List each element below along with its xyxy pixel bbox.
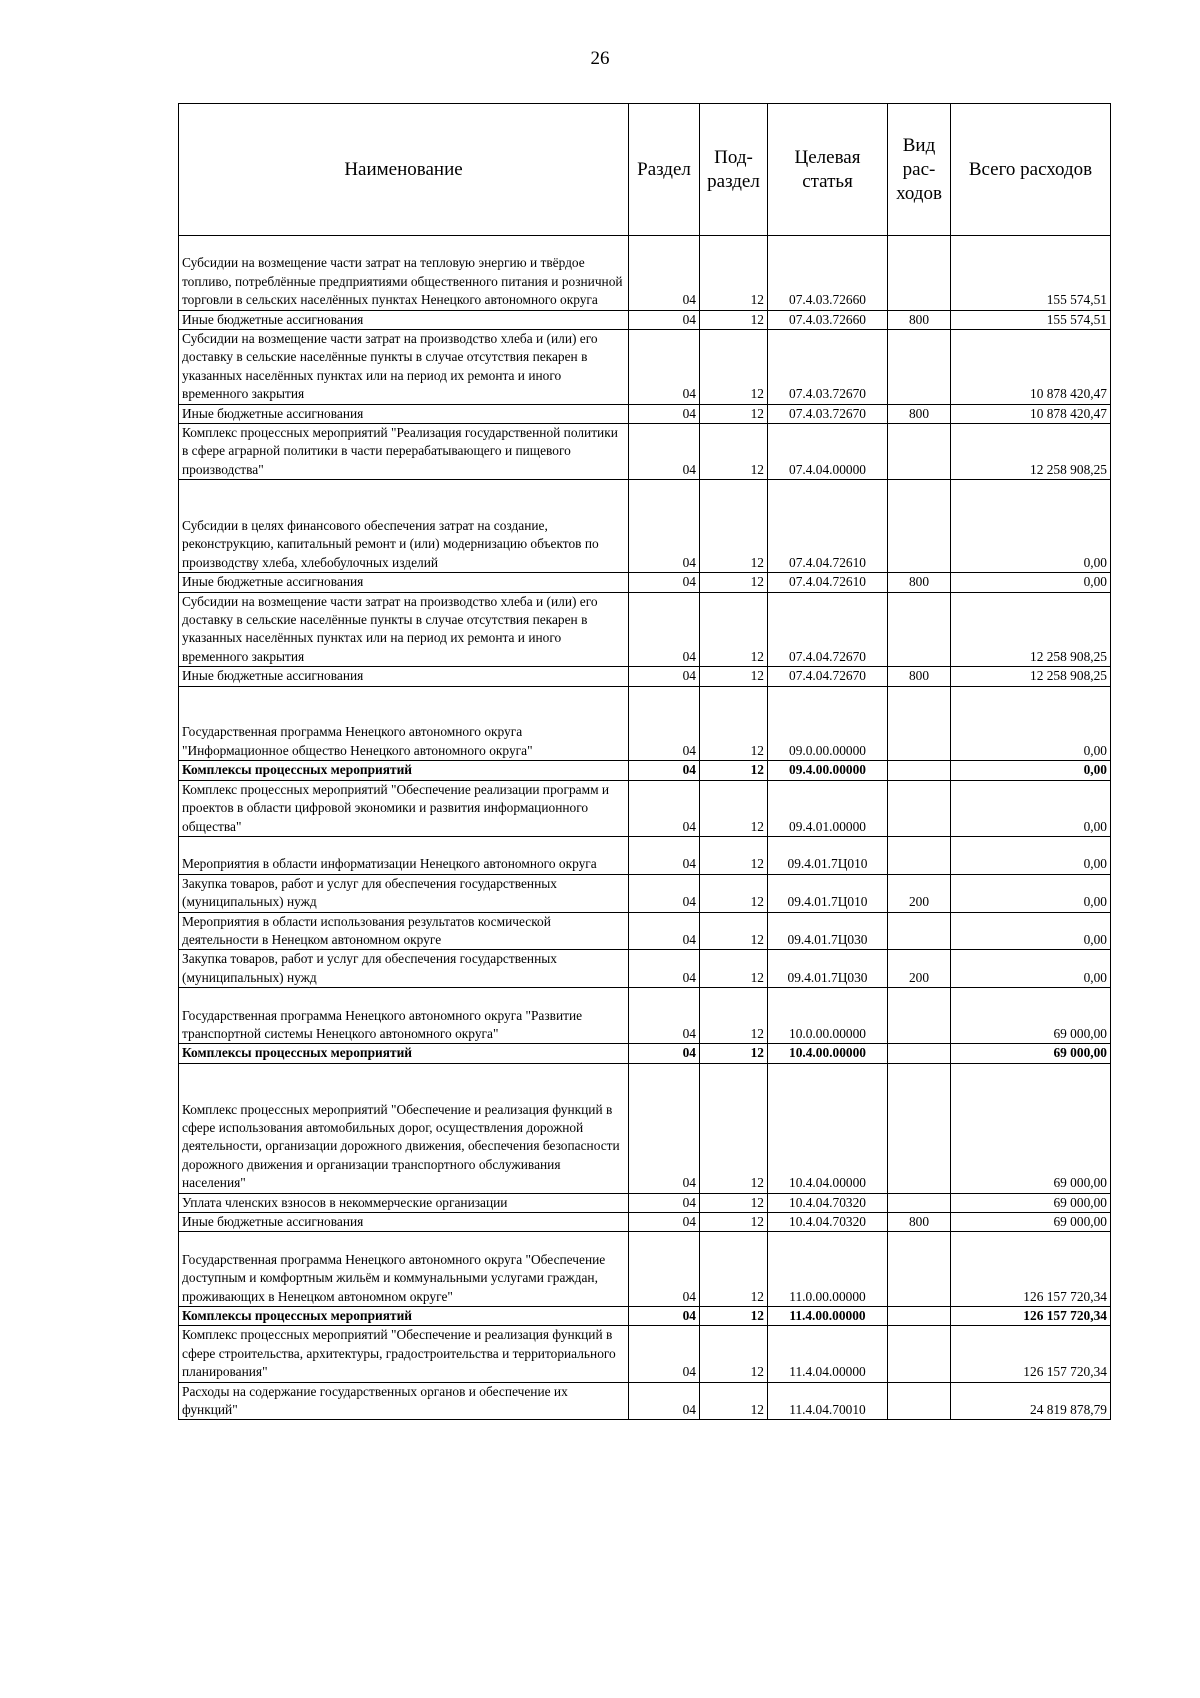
- cell-kind: [888, 424, 951, 480]
- cell-kind: [888, 912, 951, 950]
- cell-target: 09.0.00.00000: [768, 686, 888, 761]
- cell-subsection: 12: [700, 780, 768, 836]
- cell-target: 07.4.03.72670: [768, 404, 888, 423]
- cell-target: 09.4.01.00000: [768, 780, 888, 836]
- table-row: [179, 761, 1111, 780]
- cell-target: 10.4.04.70320: [768, 1193, 888, 1212]
- cell-section: 04: [629, 1326, 700, 1382]
- cell-target: 11.0.00.00000: [768, 1232, 888, 1307]
- table-row: [179, 1306, 1111, 1325]
- cell-target: 09.4.01.7Ц030: [768, 950, 888, 988]
- cell-kind: [888, 1232, 951, 1307]
- cell-subsection: 12: [700, 424, 768, 480]
- cell-total: 69 000,00: [951, 1212, 1111, 1231]
- cell-kind: [888, 761, 951, 780]
- cell-target: 07.4.03.72660: [768, 310, 888, 329]
- table-row: [179, 573, 1111, 592]
- cell-name: Мероприятия в области информатизации Ненецкого автономного округа: [179, 836, 629, 874]
- cell-section: 04: [629, 686, 700, 761]
- cell-name: Иные бюджетные ассигнования: [179, 667, 629, 686]
- cell-total: 10 878 420,47: [951, 404, 1111, 423]
- cell-subsection: 12: [700, 592, 768, 667]
- cell-target: 07.4.04.00000: [768, 424, 888, 480]
- cell-total: 0,00: [951, 780, 1111, 836]
- page-number: 26: [590, 48, 610, 69]
- cell-name: Субсидии в целях финансового обеспечения затрат на создание, реконструкцию, капитальный ремонт и (или) модернизацию объектов по производству хлеба, хлебобулочных изделий: [179, 480, 629, 573]
- cell-section: 04: [629, 236, 700, 311]
- cell-kind: 800: [888, 667, 951, 686]
- cell-name: Субсидии на возмещение части затрат на производство хлеба и (или) его доставку в сельские населённые пункты в случае отсутствия пекарен в указанных населённых пунктах или на период их ремонта и иного временного закрытия: [179, 592, 629, 667]
- cell-target: 11.4.00.00000: [768, 1306, 888, 1325]
- cell-section: 04: [629, 1044, 700, 1063]
- cell-subsection: 12: [700, 330, 768, 405]
- cell-subsection: 12: [700, 1326, 768, 1382]
- table-row: [179, 1063, 1111, 1193]
- cell-total: 69 000,00: [951, 1063, 1111, 1193]
- cell-total: 0,00: [951, 874, 1111, 912]
- cell-subsection: 12: [700, 988, 768, 1044]
- table-row: [179, 330, 1111, 405]
- cell-subsection: 12: [700, 1232, 768, 1307]
- table-row: [179, 1044, 1111, 1063]
- cell-section: 04: [629, 1382, 700, 1420]
- cell-total: 0,00: [951, 912, 1111, 950]
- cell-section: 04: [629, 480, 700, 573]
- cell-name: Комплекс процессных мероприятий "Реализация государственной политики в сфере аграрной политики в части перерабатывающего и пищевого производства": [179, 424, 629, 480]
- cell-kind: [888, 836, 951, 874]
- cell-total: 0,00: [951, 686, 1111, 761]
- cell-total: 126 157 720,34: [951, 1232, 1111, 1307]
- table-row: [179, 780, 1111, 836]
- cell-kind: [888, 780, 951, 836]
- cell-section: 04: [629, 1063, 700, 1193]
- cell-name: Государственная программа Ненецкого автономного округа "Информационное общество Ненецкого автономного округа": [179, 686, 629, 761]
- cell-name: Комплекс процессных мероприятий "Обеспечение и реализация функций в сфере использования автомобильных дорог, осуществления дорожной деятельности, организации дорожного движения, обеспечения безопасности дорожного движения и организации транспортного обслуживания населения": [179, 1063, 629, 1193]
- cell-kind: 200: [888, 950, 951, 988]
- table-row: [179, 310, 1111, 329]
- table-row: [179, 950, 1111, 988]
- table-row: [179, 592, 1111, 667]
- table-row: [179, 1212, 1111, 1231]
- cell-name: Иные бюджетные ассигнования: [179, 1212, 629, 1231]
- cell-name: Субсидии на возмещение части затрат на производство хлеба и (или) его доставку в сельские населённые пункты в случае отсутствия пекарен в указанных населённых пунктах или на период их ремонта и иного временного закрытия: [179, 330, 629, 405]
- cell-subsection: 12: [700, 667, 768, 686]
- cell-subsection: 12: [700, 1063, 768, 1193]
- budget-table: [178, 103, 1111, 1420]
- cell-target: 07.4.04.72610: [768, 480, 888, 573]
- cell-subsection: 12: [700, 912, 768, 950]
- cell-kind: 800: [888, 404, 951, 423]
- cell-section: 04: [629, 761, 700, 780]
- cell-total: 0,00: [951, 761, 1111, 780]
- cell-name: Комплекс процессных мероприятий "Обеспечение реализации программ и проектов в области цифровой экономики и развития информационного общества": [179, 780, 629, 836]
- cell-subsection: 12: [700, 836, 768, 874]
- cell-subsection: 12: [700, 236, 768, 311]
- cell-subsection: 12: [700, 310, 768, 329]
- table-row: [179, 667, 1111, 686]
- cell-target: 10.0.00.00000: [768, 988, 888, 1044]
- cell-name: Комплексы процессных мероприятий: [179, 1306, 629, 1325]
- cell-section: 04: [629, 1232, 700, 1307]
- cell-section: 04: [629, 310, 700, 329]
- cell-total: 12 258 908,25: [951, 592, 1111, 667]
- cell-target: 09.4.01.7Ц030: [768, 912, 888, 950]
- cell-name: Иные бюджетные ассигнования: [179, 573, 629, 592]
- header-name: Наименование: [179, 104, 629, 236]
- cell-name: Комплексы процессных мероприятий: [179, 1044, 629, 1063]
- table-row: [179, 686, 1111, 761]
- cell-subsection: 12: [700, 1306, 768, 1325]
- table-row: [179, 1232, 1111, 1307]
- table-row: [179, 236, 1111, 311]
- cell-name: Субсидии на возмещение части затрат на тепловую энергию и твёрдое топливо, потреблённые предприятиями общественного питания и розничной торговли в сельских населённых пунктах Ненецкого автономного округа: [179, 236, 629, 311]
- cell-kind: 200: [888, 874, 951, 912]
- cell-kind: 800: [888, 1212, 951, 1231]
- cell-kind: [888, 1193, 951, 1212]
- cell-target: 09.4.01.7Ц010: [768, 836, 888, 874]
- cell-total: 126 157 720,34: [951, 1326, 1111, 1382]
- table-row: [179, 1382, 1111, 1420]
- cell-section: 04: [629, 836, 700, 874]
- cell-section: 04: [629, 330, 700, 405]
- cell-name: Комплекс процессных мероприятий "Обеспечение и реализация функций в сфере строительства, архитектуры, градостроительства и территориального планирования": [179, 1326, 629, 1382]
- header-section: Раздел: [629, 104, 700, 236]
- cell-total: 10 878 420,47: [951, 330, 1111, 405]
- cell-name: Закупка товаров, работ и услуг для обеспечения государственных (муниципальных) нужд: [179, 874, 629, 912]
- cell-section: 04: [629, 780, 700, 836]
- cell-kind: [888, 480, 951, 573]
- cell-kind: 800: [888, 573, 951, 592]
- cell-section: 04: [629, 424, 700, 480]
- cell-target: 07.4.04.72670: [768, 592, 888, 667]
- cell-total: 155 574,51: [951, 236, 1111, 311]
- table-row: [179, 424, 1111, 480]
- cell-kind: [888, 686, 951, 761]
- cell-kind: [888, 1063, 951, 1193]
- cell-section: 04: [629, 667, 700, 686]
- cell-total: 69 000,00: [951, 988, 1111, 1044]
- cell-kind: [888, 1326, 951, 1382]
- cell-subsection: 12: [700, 404, 768, 423]
- cell-kind: [888, 1382, 951, 1420]
- cell-name: Государственная программа Ненецкого автономного округа "Развитие транспортной системы Ненецкого автономного округа": [179, 988, 629, 1044]
- cell-total: 126 157 720,34: [951, 1306, 1111, 1325]
- cell-subsection: 12: [700, 950, 768, 988]
- cell-subsection: 12: [700, 686, 768, 761]
- cell-section: 04: [629, 950, 700, 988]
- cell-target: 11.4.04.00000: [768, 1326, 888, 1382]
- cell-target: 09.4.00.00000: [768, 761, 888, 780]
- cell-target: 07.4.03.72670: [768, 330, 888, 405]
- cell-target: 07.4.04.72610: [768, 573, 888, 592]
- cell-target: 09.4.01.7Ц010: [768, 874, 888, 912]
- table-row: [179, 480, 1111, 573]
- cell-total: 0,00: [951, 573, 1111, 592]
- cell-total: 0,00: [951, 836, 1111, 874]
- cell-section: 04: [629, 1212, 700, 1231]
- table-body: [179, 236, 1111, 1420]
- cell-kind: [888, 1306, 951, 1325]
- cell-total: 0,00: [951, 480, 1111, 573]
- header-target: Целевая статья: [768, 104, 888, 236]
- cell-section: 04: [629, 573, 700, 592]
- cell-subsection: 12: [700, 1044, 768, 1063]
- cell-section: 04: [629, 874, 700, 912]
- header-total: Всего расходов: [951, 104, 1111, 236]
- cell-name: Расходы на содержание государственных органов и обеспечение их функций": [179, 1382, 629, 1420]
- cell-section: 04: [629, 988, 700, 1044]
- table-row: [179, 874, 1111, 912]
- cell-kind: [888, 236, 951, 311]
- cell-total: 0,00: [951, 950, 1111, 988]
- cell-target: 10.4.04.00000: [768, 1063, 888, 1193]
- cell-kind: [888, 1044, 951, 1063]
- table-row: [179, 836, 1111, 874]
- cell-kind: [888, 988, 951, 1044]
- cell-total: 24 819 878,79: [951, 1382, 1111, 1420]
- cell-subsection: 12: [700, 480, 768, 573]
- table-row: [179, 1326, 1111, 1382]
- cell-target: 07.4.03.72660: [768, 236, 888, 311]
- cell-total: 12 258 908,25: [951, 424, 1111, 480]
- cell-name: Уплата членских взносов в некоммерческие организации: [179, 1193, 629, 1212]
- cell-subsection: 12: [700, 874, 768, 912]
- cell-target: 10.4.04.70320: [768, 1212, 888, 1231]
- cell-total: 12 258 908,25: [951, 667, 1111, 686]
- header-subsection: Под- раздел: [700, 104, 768, 236]
- cell-kind: [888, 592, 951, 667]
- table-row: [179, 404, 1111, 423]
- cell-section: 04: [629, 912, 700, 950]
- cell-section: 04: [629, 1193, 700, 1212]
- table-row: [179, 1193, 1111, 1212]
- cell-subsection: 12: [700, 1382, 768, 1420]
- cell-subsection: 12: [700, 573, 768, 592]
- cell-total: 69 000,00: [951, 1044, 1111, 1063]
- cell-subsection: 12: [700, 1212, 768, 1231]
- cell-name: Комплексы процессных мероприятий: [179, 761, 629, 780]
- cell-subsection: 12: [700, 1193, 768, 1212]
- cell-name: Закупка товаров, работ и услуг для обеспечения государственных (муниципальных) нужд: [179, 950, 629, 988]
- cell-total: 155 574,51: [951, 310, 1111, 329]
- cell-target: 07.4.04.72670: [768, 667, 888, 686]
- cell-section: 04: [629, 1306, 700, 1325]
- cell-section: 04: [629, 404, 700, 423]
- cell-target: 10.4.00.00000: [768, 1044, 888, 1063]
- table-row: [179, 988, 1111, 1044]
- cell-name: Государственная программа Ненецкого автономного округа "Обеспечение доступным и комфортным жильём и коммунальными услугами граждан, проживающих в Ненецком автономном округе": [179, 1232, 629, 1307]
- table-header-row: [179, 104, 1111, 236]
- cell-total: 69 000,00: [951, 1193, 1111, 1212]
- cell-name: Иные бюджетные ассигнования: [179, 310, 629, 329]
- header-kind: Вид рас- ходов: [888, 104, 951, 236]
- cell-kind: 800: [888, 310, 951, 329]
- cell-subsection: 12: [700, 761, 768, 780]
- cell-name: Иные бюджетные ассигнования: [179, 404, 629, 423]
- cell-name: Мероприятия в области использования результатов космической деятельности в Ненецком автономном округе: [179, 912, 629, 950]
- cell-section: 04: [629, 592, 700, 667]
- table-row: [179, 912, 1111, 950]
- cell-target: 11.4.04.70010: [768, 1382, 888, 1420]
- cell-kind: [888, 330, 951, 405]
